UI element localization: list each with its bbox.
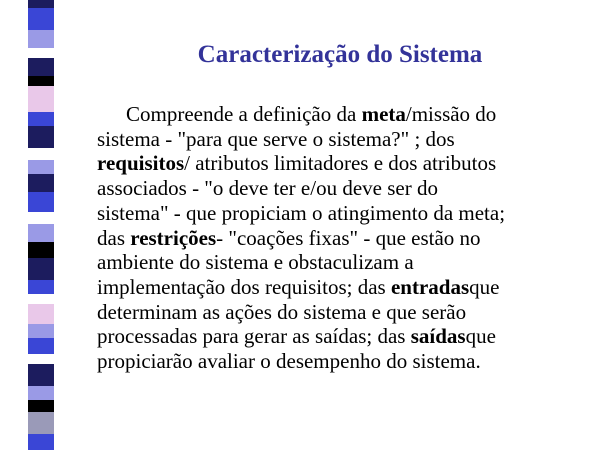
- strip-block: [28, 8, 54, 30]
- strip-block: [28, 412, 54, 434]
- strip-block: [28, 400, 54, 412]
- body-line: [97, 226, 567, 251]
- text-segment: que: [469, 274, 500, 299]
- strip-block: [28, 86, 54, 112]
- strip-block: [28, 212, 54, 224]
- text-segment: ambiente do sistema e obstaculizam a: [97, 250, 414, 275]
- bold-term: restrições: [130, 225, 217, 250]
- body-line: [97, 275, 567, 300]
- slide-title: Caracterização do Sistema: [197, 41, 483, 68]
- strip-block: [28, 242, 54, 258]
- body-line: [97, 151, 567, 176]
- text-segment: das: [97, 225, 131, 250]
- bold-term: entradas: [390, 274, 470, 299]
- text-segment: sistema - "para que serve o sistema?" ; dos: [97, 126, 455, 151]
- body-line: [97, 102, 567, 127]
- body-line: [97, 176, 567, 201]
- strip-block: [28, 364, 54, 386]
- strip-block: [28, 76, 54, 86]
- body-line: [97, 201, 567, 226]
- strip-block: [28, 58, 54, 76]
- body-line: [97, 324, 567, 349]
- text-segment: associados - "o deve ter e/ou deve ser do: [97, 176, 438, 201]
- text-segment: que: [465, 324, 496, 349]
- strip-block: [28, 434, 54, 450]
- text-segment: propiciarão avaliar o desempenho do sistema.: [97, 349, 481, 374]
- strip-block: [28, 280, 54, 294]
- strip-block: [28, 258, 54, 280]
- strip-block: [28, 0, 54, 8]
- body-line: [97, 250, 567, 275]
- strip-block: [28, 386, 54, 400]
- text-segment: / atributos limitadores e dos atributos: [184, 151, 497, 176]
- bold-term: requisitos: [97, 151, 185, 176]
- strip-block: [28, 148, 54, 160]
- text-segment: - "coações fixas" - que estão no: [216, 225, 481, 250]
- strip-block: [28, 224, 54, 242]
- text-segment: Compreende a definição da: [126, 102, 362, 126]
- strip-block: [28, 174, 54, 192]
- strip-block: [28, 112, 54, 126]
- strip-block: [28, 30, 54, 48]
- strip-block: [28, 304, 54, 324]
- strip-block: [28, 192, 54, 212]
- strip-block: [28, 324, 54, 338]
- text-segment: /missão do: [405, 102, 497, 126]
- body-line: [97, 300, 567, 325]
- text-segment: processadas para gerar as saídas; das: [97, 324, 411, 349]
- strip-block: [28, 354, 54, 364]
- text-segment: sistema" - que propiciam o atingimento da meta;: [97, 200, 506, 225]
- body-line: [97, 127, 567, 152]
- body-line: [97, 349, 567, 374]
- strip-block: [28, 160, 54, 174]
- slide-body-text: [97, 102, 567, 374]
- decorative-side-strip: [28, 0, 54, 450]
- strip-block: [28, 48, 54, 58]
- text-segment: determinam as ações do sistema e que serão: [97, 299, 467, 324]
- strip-block: [28, 294, 54, 304]
- bold-term: meta: [361, 102, 406, 126]
- text-segment: implementação dos requisitos; das: [97, 274, 391, 299]
- strip-block: [28, 338, 54, 354]
- bold-term: saídas: [410, 324, 466, 349]
- strip-block: [28, 126, 54, 148]
